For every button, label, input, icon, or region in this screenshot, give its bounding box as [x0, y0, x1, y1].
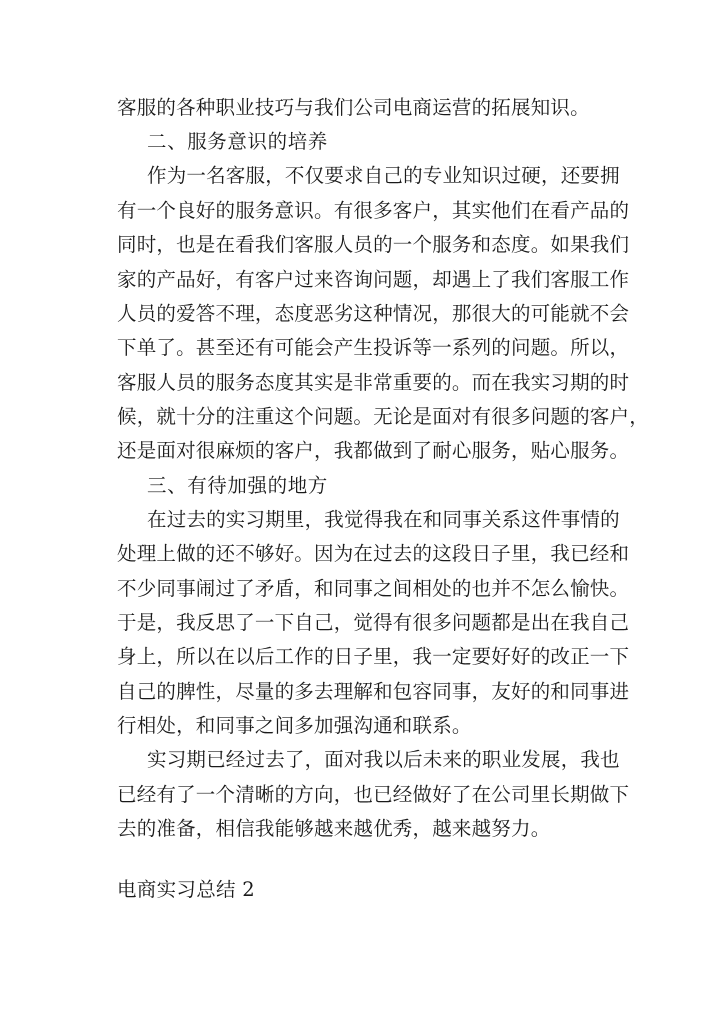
paragraph-line: 已经有了一个清晰的方向，也已经做好了在公司里长期做下 — [117, 783, 630, 806]
paragraph-line: 还是面对很麻烦的客户，我都做到了耐心服务，贴心服务。 — [117, 439, 630, 462]
paragraph-line: 身上，所以在以后工作的日子里，我一定要好好的改正一下 — [117, 645, 630, 668]
paragraph-line: 去的准备，相信我能够越来越优秀，越来越努力。 — [117, 817, 551, 840]
paragraph-line: 候，就十分的注重这个问题。无论是面对有很多问题的客户， — [117, 405, 649, 428]
paragraph-line: 于是，我反思了一下自己，觉得有很多问题都是出在我自己 — [117, 611, 630, 634]
paragraph-line: 处理上做的还不够好。因为在过去的这段日子里，我已经和 — [117, 542, 630, 565]
paragraph-line: 下单了。甚至还有可能会产生投诉等一系列的问题。所以， — [117, 336, 630, 359]
paragraph-line: 作为一名客服，不仅要求自己的专业知识过硬，还要拥 — [147, 164, 620, 187]
paragraph-line: 在过去的实习期里，我觉得我在和同事关系这件事情的 — [147, 508, 620, 531]
paragraph-line: 实习期已经过去了，面对我以后未来的职业发展，我也 — [147, 748, 620, 771]
section-heading-service-awareness: 二、服务意识的培养 — [147, 130, 328, 153]
paragraph-line: 有一个良好的服务意识。有很多客户，其实他们在看产品的 — [117, 199, 630, 222]
paragraph-line: 不少同事闹过了矛盾，和同事之间相处的也并不怎么愉快。 — [117, 577, 630, 600]
paragraph-line: 客服的各种职业技巧与我们公司电商运营的拓展知识。 — [117, 96, 590, 119]
paragraph-line: 客服人员的服务态度其实是非常重要的。而在我实习期的时 — [117, 371, 630, 394]
paragraph-line: 同时，也是在看我们客服人员的一个服务和态度。如果我们 — [117, 233, 630, 256]
paragraph-line: 行相处，和同事之间多加强沟通和联系。 — [117, 714, 472, 737]
section-heading-areas-to-improve: 三、有待加强的地方 — [147, 474, 328, 497]
paragraph-line: 自己的脾性，尽量的多去理解和包容同事，友好的和同事进 — [117, 680, 630, 703]
paragraph-line: 家的产品好，有客户过来咨询问题，却遇上了我们客服工作 — [117, 268, 630, 291]
paragraph-line: 人员的爱答不理，态度恶劣这种情况，那很大的可能就不会 — [117, 302, 630, 325]
document-heading: 电商实习总结 2 — [117, 878, 256, 901]
